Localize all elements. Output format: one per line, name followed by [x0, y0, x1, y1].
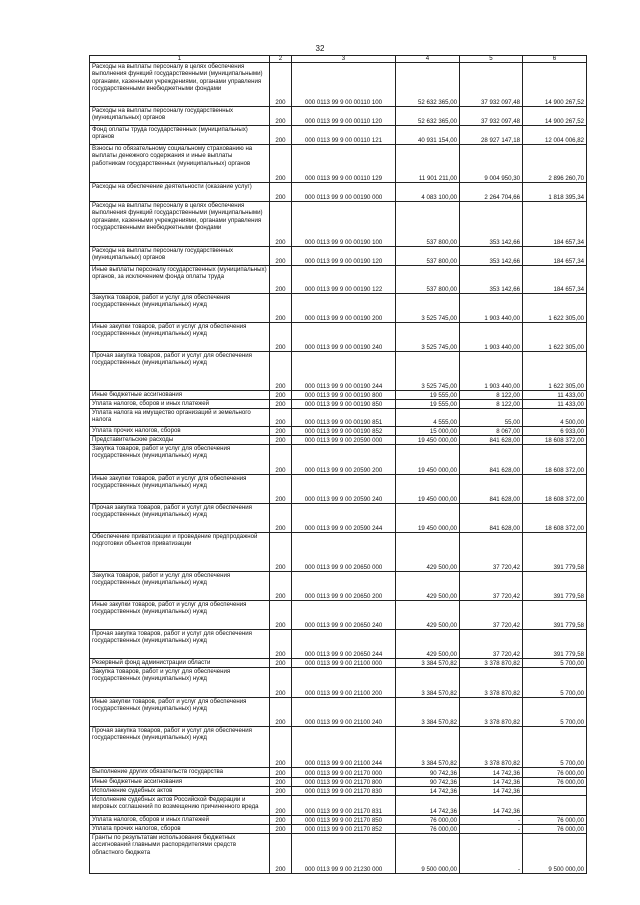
table-row: [90, 427, 587, 436]
table-row: [90, 107, 587, 126]
approved-amount: 11 901 211,00: [396, 145, 460, 183]
budget-classification-code: 000 0113 99 9 00 21100 000: [292, 659, 396, 668]
line-item-name: Расходы на выплаты персоналу государственных (муниципальных) органов: [90, 107, 270, 126]
executed-amount: 3 378 870,82: [460, 698, 523, 727]
approved-amount: 19 450 000,00: [396, 475, 460, 504]
approved-amount: 9 500 000,00: [396, 834, 460, 874]
table-row: [90, 778, 587, 787]
budget-classification-code: 000 0113 99 9 00 21100 200: [292, 668, 396, 698]
line-item-name: Прочая закупка товаров, работ и услуг для обеспечения государственных (муниципальных) нужд: [90, 352, 270, 391]
budget-classification-code: 000 0113 99 9 00 21170 800: [292, 778, 396, 787]
executed-amount: -: [460, 825, 523, 834]
remaining-amount: [523, 796, 587, 816]
remaining-amount: 1 818 395,34: [523, 183, 587, 202]
line-code: 200: [270, 533, 292, 572]
line-code: 200: [270, 400, 292, 409]
approved-amount: 76 000,00: [396, 825, 460, 834]
budget-classification-code: 000 0113 99 9 00 00110 100: [292, 63, 396, 107]
line-code: 200: [270, 778, 292, 787]
table-row: [90, 533, 587, 572]
line-code: 200: [270, 698, 292, 727]
line-code: 200: [270, 427, 292, 436]
approved-amount: 3 384 570,82: [396, 698, 460, 727]
line-item-name: Закупка товаров, работ и услуг для обеспечения государственных (муниципальных) нужд: [90, 294, 270, 323]
remaining-amount: 18 608 372,00: [523, 504, 587, 533]
remaining-amount: 184 657,34: [523, 266, 587, 294]
line-code: 200: [270, 183, 292, 202]
line-code: 200: [270, 475, 292, 504]
remaining-amount: 12 004 006,82: [523, 126, 587, 145]
table-row: [90, 727, 587, 768]
budget-classification-code: 000 0113 99 9 00 00190 122: [292, 266, 396, 294]
executed-amount: 37 720,42: [460, 630, 523, 659]
remaining-amount: 6 933,00: [523, 427, 587, 436]
budget-classification-code: 000 0113 99 9 00 00190 850: [292, 400, 396, 409]
remaining-amount: 18 608 372,00: [523, 445, 587, 475]
approved-amount: 19 450 000,00: [396, 436, 460, 445]
line-code: 200: [270, 834, 292, 874]
executed-amount: 28 927 147,18: [460, 126, 523, 145]
remaining-amount: 18 608 372,00: [523, 436, 587, 445]
line-code: 200: [270, 816, 292, 825]
approved-amount: 429 500,00: [396, 601, 460, 630]
budget-classification-code: 000 0113 99 9 00 00190 240: [292, 323, 396, 352]
table-row: [90, 247, 587, 266]
remaining-amount: 11 433,00: [523, 400, 587, 409]
line-code: 200: [270, 796, 292, 816]
approved-amount: 40 931 154,00: [396, 126, 460, 145]
table-row: [90, 825, 587, 834]
remaining-amount: 76 000,00: [523, 816, 587, 825]
budget-classification-code: 000 0113 99 9 00 21230 000: [292, 834, 396, 874]
budget-classification-code: 000 0113 99 9 00 00190 100: [292, 202, 396, 247]
remaining-amount: 184 657,34: [523, 202, 587, 247]
budget-classification-code: 000 0113 99 9 00 00110 121: [292, 126, 396, 145]
remaining-amount: 18 608 372,00: [523, 475, 587, 504]
executed-amount: -: [460, 816, 523, 825]
table-row: [90, 601, 587, 630]
line-item-name: Расходы на обеспечение деятельности (оказание услуг): [90, 183, 270, 202]
line-item-name: Резервный фонд администрации области: [90, 659, 270, 668]
budget-classification-code: 000 0113 99 9 00 20650 240: [292, 601, 396, 630]
budget-classification-code: 000 0113 99 9 00 20650 200: [292, 572, 396, 601]
line-code: 200: [270, 601, 292, 630]
executed-amount: -: [460, 834, 523, 874]
approved-amount: 4 555,00: [396, 409, 460, 427]
table-row: [90, 352, 587, 391]
remaining-amount: 1 622 305,00: [523, 352, 587, 391]
column-header-4: 4: [396, 56, 460, 63]
line-code: 200: [270, 202, 292, 247]
budget-classification-code: 000 0113 99 9 00 21170 852: [292, 825, 396, 834]
approved-amount: 52 632 365,00: [396, 107, 460, 126]
line-code: 200: [270, 659, 292, 668]
approved-amount: 76 000,00: [396, 816, 460, 825]
column-header-3: 3: [292, 56, 396, 63]
budget-classification-code: 000 0113 99 9 00 00190 200: [292, 294, 396, 323]
line-code: 200: [270, 323, 292, 352]
line-code: 200: [270, 787, 292, 796]
table-row: [90, 475, 587, 504]
budget-classification-code: 000 0113 99 9 00 00190 852: [292, 427, 396, 436]
line-code: 200: [270, 572, 292, 601]
remaining-amount: 5 700,00: [523, 727, 587, 768]
line-item-name: Прочая закупка товаров, работ и услуг для обеспечения государственных (муниципальных) нужд: [90, 727, 270, 768]
line-item-name: Уплата налогов, сборов и иных платежей: [90, 816, 270, 825]
table-row: [90, 145, 587, 183]
remaining-amount: 391 779,58: [523, 601, 587, 630]
budget-classification-code: 000 0113 99 9 00 21100 244: [292, 727, 396, 768]
column-header-1: 1: [90, 56, 270, 63]
line-item-name: Иные бюджетные ассигнования: [90, 778, 270, 787]
approved-amount: 14 742,36: [396, 796, 460, 816]
budget-classification-code: 000 0113 99 9 00 21100 240: [292, 698, 396, 727]
executed-amount: 14 742,36: [460, 787, 523, 796]
line-code: 200: [270, 630, 292, 659]
table-row: [90, 504, 587, 533]
line-item-name: Иные закупки товаров, работ и услуг для обеспечения государственных (муниципальных) нужд: [90, 698, 270, 727]
approved-amount: 3 384 570,82: [396, 727, 460, 768]
approved-amount: 19 555,00: [396, 391, 460, 400]
remaining-amount: 184 657,34: [523, 247, 587, 266]
line-code: 200: [270, 436, 292, 445]
remaining-amount: 11 433,00: [523, 391, 587, 400]
column-header-2: 2: [270, 56, 292, 63]
line-code: 200: [270, 145, 292, 183]
table-row: [90, 183, 587, 202]
table-row: [90, 436, 587, 445]
line-code: 200: [270, 107, 292, 126]
table-row: [90, 668, 587, 698]
executed-amount: 14 742,36: [460, 796, 523, 816]
approved-amount: 537 800,00: [396, 247, 460, 266]
budget-classification-code: 000 0113 99 9 00 00190 120: [292, 247, 396, 266]
line-item-name: Фонд оплаты труда государственных (муниципальных) органов: [90, 126, 270, 145]
line-item-name: Уплата налога на имущество организаций и земельного налога: [90, 409, 270, 427]
budget-classification-code: 000 0113 99 9 00 20590 000: [292, 436, 396, 445]
line-item-name: Иные бюджетные ассигнования: [90, 391, 270, 400]
budget-classification-code: 000 0113 99 9 00 00110 129: [292, 145, 396, 183]
remaining-amount: 5 700,00: [523, 668, 587, 698]
approved-amount: 537 800,00: [396, 202, 460, 247]
approved-amount: 429 500,00: [396, 630, 460, 659]
line-code: 200: [270, 294, 292, 323]
line-item-name: Иные закупки товаров, работ и услуг для обеспечения государственных (муниципальных) нужд: [90, 601, 270, 630]
line-item-name: Закупка товаров, работ и услуг для обеспечения государственных (муниципальных) нужд: [90, 572, 270, 601]
remaining-amount: 5 700,00: [523, 698, 587, 727]
line-code: 200: [270, 445, 292, 475]
approved-amount: 90 742,36: [396, 768, 460, 778]
executed-amount: 37 932 097,48: [460, 107, 523, 126]
table-row: [90, 698, 587, 727]
budget-classification-code: 000 0113 99 9 00 21170 830: [292, 787, 396, 796]
line-item-name: Расходы на выплаты персоналу в целях обеспечения выполнения функций государственными (муниципальными) органами, казенными учреждениями, органами управления государственными внебюджетными фондами: [90, 63, 270, 107]
remaining-amount: 4 500,00: [523, 409, 587, 427]
remaining-amount: 9 500 000,00: [523, 834, 587, 874]
line-item-name: Иные закупки товаров, работ и услуг для обеспечения государственных (муниципальных) нужд: [90, 323, 270, 352]
approved-amount: 3 384 570,82: [396, 668, 460, 698]
approved-amount: 3 384 570,82: [396, 659, 460, 668]
executed-amount: 8 122,00: [460, 391, 523, 400]
approved-amount: 52 632 365,00: [396, 63, 460, 107]
approved-amount: 90 742,36: [396, 778, 460, 787]
line-item-name: Прочая закупка товаров, работ и услуг для обеспечения государственных (муниципальных) нужд: [90, 504, 270, 533]
line-item-name: Закупка товаров, работ и услуг для обеспечения государственных (муниципальных) нужд: [90, 668, 270, 698]
executed-amount: 37 720,42: [460, 533, 523, 572]
approved-amount: 15 000,00: [396, 427, 460, 436]
executed-amount: 8 067,00: [460, 427, 523, 436]
line-item-name: Прочая закупка товаров, работ и услуг для обеспечения государственных (муниципальных) нужд: [90, 630, 270, 659]
line-code: 200: [270, 409, 292, 427]
table-row: [90, 294, 587, 323]
table-row: [90, 572, 587, 601]
approved-amount: 4 083 100,00: [396, 183, 460, 202]
line-code: 200: [270, 247, 292, 266]
approved-amount: 3 525 745,00: [396, 352, 460, 391]
table-row: [90, 834, 587, 874]
executed-amount: 841 628,00: [460, 475, 523, 504]
page-number: 32: [315, 44, 325, 53]
executed-amount: 2 264 704,66: [460, 183, 523, 202]
executed-amount: 14 742,36: [460, 768, 523, 778]
executed-amount: 1 903 440,00: [460, 323, 523, 352]
line-item-name: Уплата прочих налогов, сборов: [90, 825, 270, 834]
table-row: [90, 659, 587, 668]
executed-amount: 353 142,66: [460, 266, 523, 294]
line-code: 200: [270, 768, 292, 778]
line-code: 200: [270, 504, 292, 533]
line-item-name: Выполнение других обязательств государства: [90, 768, 270, 778]
line-item-name: Представительские расходы: [90, 436, 270, 445]
line-item-name: Закупка товаров, работ и услуг для обеспечения государственных (муниципальных) нужд: [90, 445, 270, 475]
executed-amount: 9 004 950,30: [460, 145, 523, 183]
line-code: 200: [270, 63, 292, 107]
remaining-amount: 1 622 305,00: [523, 294, 587, 323]
executed-amount: 3 378 870,82: [460, 727, 523, 768]
budget-classification-code: 000 0113 99 9 00 20590 200: [292, 445, 396, 475]
line-code: 200: [270, 391, 292, 400]
approved-amount: 19 450 000,00: [396, 504, 460, 533]
remaining-amount: 1 622 305,00: [523, 323, 587, 352]
table-row: [90, 816, 587, 825]
remaining-amount: 76 000,00: [523, 768, 587, 778]
budget-classification-code: 000 0113 99 9 00 20650 000: [292, 533, 396, 572]
table-row: [90, 630, 587, 659]
approved-amount: 14 742,36: [396, 787, 460, 796]
executed-amount: 37 720,42: [460, 601, 523, 630]
remaining-amount: 14 900 267,52: [523, 63, 587, 107]
table-row: [90, 445, 587, 475]
line-code: 200: [270, 126, 292, 145]
executed-amount: 353 142,66: [460, 202, 523, 247]
approved-amount: 537 800,00: [396, 266, 460, 294]
table-row: [90, 787, 587, 796]
line-item-name: Уплата налогов, сборов и иных платежей: [90, 400, 270, 409]
table-row: [90, 323, 587, 352]
line-code: 200: [270, 727, 292, 768]
executed-amount: 1 903 440,00: [460, 352, 523, 391]
budget-classification-code: 000 0113 99 9 00 00110 120: [292, 107, 396, 126]
executed-amount: 37 932 097,48: [460, 63, 523, 107]
table-row: [90, 391, 587, 400]
budget-execution-table: [89, 55, 587, 874]
executed-amount: 1 903 440,00: [460, 294, 523, 323]
budget-classification-code: 000 0113 99 9 00 20590 240: [292, 475, 396, 504]
column-header-6: 6: [523, 56, 587, 63]
executed-amount: 841 628,00: [460, 504, 523, 533]
table-row: [90, 768, 587, 778]
executed-amount: 14 742,36: [460, 778, 523, 787]
line-item-name: Взносы по обязательному социальному страхованию на выплаты денежного содержания и иные выплаты работникам государственных (муниципальных) органов: [90, 145, 270, 183]
line-item-name: Расходы на выплаты персоналу в целях обеспечения выполнения функций государственными (муниципальными) органами, казенными учреждениями, органами управления государственными внебюджетными фондами: [90, 202, 270, 247]
budget-classification-code: 000 0113 99 9 00 21170 850: [292, 816, 396, 825]
line-item-name: Исполнение судебных актов Российской Федерации и мировых соглашений по возмещению причиненного вреда: [90, 796, 270, 816]
remaining-amount: 5 700,00: [523, 659, 587, 668]
line-code: 200: [270, 825, 292, 834]
line-code: 200: [270, 352, 292, 391]
approved-amount: 429 500,00: [396, 533, 460, 572]
remaining-amount: 14 900 267,52: [523, 107, 587, 126]
approved-amount: 3 525 745,00: [396, 323, 460, 352]
table-row: [90, 63, 587, 107]
remaining-amount: 391 779,58: [523, 572, 587, 601]
executed-amount: 8 122,00: [460, 400, 523, 409]
table-row: [90, 409, 587, 427]
line-code: 200: [270, 266, 292, 294]
line-item-name: Исполнение судебных актов: [90, 787, 270, 796]
remaining-amount: 391 779,58: [523, 630, 587, 659]
budget-classification-code: 000 0113 99 9 00 21170 831: [292, 796, 396, 816]
budget-classification-code: 000 0113 99 9 00 00190 851: [292, 409, 396, 427]
remaining-amount: 76 000,00: [523, 825, 587, 834]
budget-classification-code: 000 0113 99 9 00 00190 000: [292, 183, 396, 202]
executed-amount: 841 628,00: [460, 436, 523, 445]
approved-amount: 19 450 000,00: [396, 445, 460, 475]
budget-classification-code: 000 0113 99 9 00 00190 800: [292, 391, 396, 400]
executed-amount: 37 720,42: [460, 572, 523, 601]
budget-classification-code: 000 0113 99 9 00 21170 000: [292, 768, 396, 778]
line-item-name: Расходы на выплаты персоналу государственных (муниципальных) органов: [90, 247, 270, 266]
line-item-name: Иные выплаты персоналу государственных (муниципальных) органов, за исключением фонда оплаты труда: [90, 266, 270, 294]
table-row: [90, 796, 587, 816]
column-number-header-row: [90, 56, 587, 63]
executed-amount: 55,00: [460, 409, 523, 427]
approved-amount: 3 525 745,00: [396, 294, 460, 323]
table-row: [90, 126, 587, 145]
table-row: [90, 400, 587, 409]
table-row: [90, 202, 587, 247]
line-item-name: Обеспечение приватизации и проведение предпродажной подготовки объектов приватизации: [90, 533, 270, 572]
executed-amount: 353 142,66: [460, 247, 523, 266]
remaining-amount: 2 896 260,70: [523, 145, 587, 183]
approved-amount: 19 555,00: [396, 400, 460, 409]
line-code: 200: [270, 668, 292, 698]
line-item-name: Уплата прочих налогов, сборов: [90, 427, 270, 436]
executed-amount: 3 378 870,82: [460, 668, 523, 698]
executed-amount: 841 628,00: [460, 445, 523, 475]
budget-classification-code: 000 0113 99 9 00 00190 244: [292, 352, 396, 391]
budget-classification-code: 000 0113 99 9 00 20590 244: [292, 504, 396, 533]
line-item-name: Гранты по результатам использования бюджетных ассигнований главными распорядителями средств областного бюджета: [90, 834, 270, 874]
remaining-amount: 76 000,00: [523, 778, 587, 787]
budget-classification-code: 000 0113 99 9 00 20650 244: [292, 630, 396, 659]
line-item-name: Иные закупки товаров, работ и услуг для обеспечения государственных (муниципальных) нужд: [90, 475, 270, 504]
approved-amount: 429 500,00: [396, 572, 460, 601]
remaining-amount: [523, 787, 587, 796]
remaining-amount: 391 779,58: [523, 533, 587, 572]
table-row: [90, 266, 587, 294]
executed-amount: 3 378 870,82: [460, 659, 523, 668]
column-header-5: 5: [460, 56, 523, 63]
